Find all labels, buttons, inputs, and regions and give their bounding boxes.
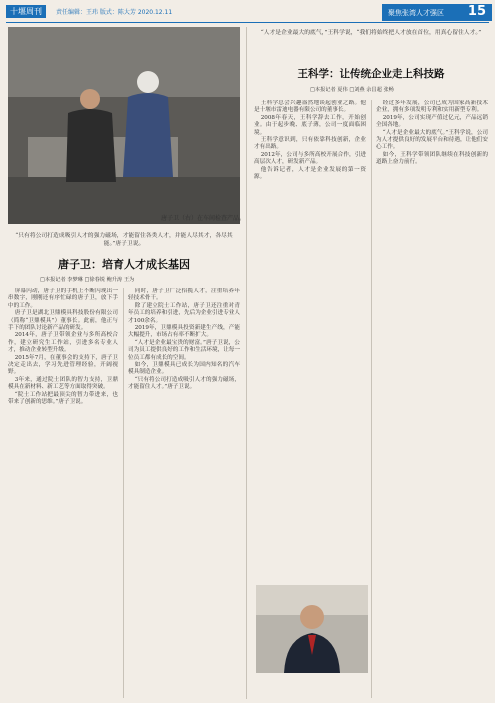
left-byline: □本报记者 李梦琳 □徐春锐 鲍升涛 王为 xyxy=(40,277,135,283)
editor-meta: 责任编辑：王玮 版式：陈大芳 2020.12.11 xyxy=(56,9,173,16)
page-header xyxy=(0,0,495,22)
right-quote: “人才是企业最大的底气，”王科学说，“我们将始终把人才放在首位，用真心留住人才。” xyxy=(260,30,482,36)
paragraph: 如今，王科学带领团队继续在科技创新的道路上奋力前行。 xyxy=(376,151,488,166)
paragraph: 2015年7月，在董事会的支持下，唐子卫决定走出去，学习先进管理经验，开阔视野。 xyxy=(8,354,118,376)
left-quote: “只有将公司打造成吸引人才的强力磁场，才能留住各类人才，并能人尽其才，各尽其能。”唐子卫说。 xyxy=(15,233,233,247)
paragraph: 王科学意识到，只有依靠科技创新，企业才有出路。 xyxy=(254,137,366,151)
column-divider xyxy=(123,288,124,698)
paragraph: 2008年春天，王科学辞去工作，开始创业。由于起步晚、底子薄，公司一度面临困境。 xyxy=(254,114,366,136)
paragraph: 他告诉记者，人才是企业发展的第一资源。 xyxy=(254,166,366,181)
section-title: 聚焦张湾人才强区 xyxy=(388,9,444,17)
paragraph: 除了建立院士工作站，唐子卫还注重对青年员工的培养和引进，先后为企业引进专业人才100余名。 xyxy=(128,302,240,324)
right-column-1 xyxy=(254,100,366,580)
factory-photo xyxy=(8,27,240,224)
paragraph: 屏幕闪动，唐子卫的手机上不断闪现出一串数字，刚刚还有序忙碌的唐子卫，放下手中的工作。 xyxy=(8,288,118,309)
paragraph: 2019年，卫鼎模具投资新建生产线，产能大幅提升，市场占有率不断扩大。 xyxy=(128,325,240,339)
paragraph: 3年来，通过院士团队的智力支持，卫鼎模具在新材料、新工艺等方面取得突破。 xyxy=(8,376,118,391)
paragraph: 唐子卫是湖北卫鼎模具科技股份有限公司（简称“卫鼎模具”）董事长。此前，他正与手下的团队讨论新产品的研发。 xyxy=(8,310,118,332)
paragraph: 王科学总会兴趣盎然地谈起创业之路。他是十堰市雷迪电器有限公司的董事长。 xyxy=(254,100,366,114)
right-byline: □本报记者 夏伟 □刘燕 余昌超 张畅 xyxy=(310,87,394,93)
paragraph: 2014年，唐子卫带领企业与多所高校合作，建立研究生工作站，引进多名专业人才，推动企业转型升级。 xyxy=(8,332,118,354)
paragraph: 经过多年发展，公司已成为国家高新技术企业，拥有多项发明专利和实用新型专利。 xyxy=(376,100,488,114)
paragraph: 2012年，公司与多所高校开展合作，引进高层次人才，研发新产品。 xyxy=(254,151,366,166)
photo-caption: 唐子卫（右）在车间检查产品。 xyxy=(160,215,245,222)
portrait-photo xyxy=(256,585,368,673)
paragraph: “只有将公司打造成吸引人才的强力磁场，才能留住人才。”唐子卫说。 xyxy=(128,376,240,391)
header-rule xyxy=(6,22,489,23)
paragraph: 2019年，公司实现产值过亿元，产品远销全国各地。 xyxy=(376,114,488,129)
paragraph: “院士工作站把最顶尖的智力带进来，也带来了创新的思维。”唐子卫说。 xyxy=(8,391,118,406)
page-number: 15 xyxy=(467,4,486,19)
right-column-2 xyxy=(376,100,488,698)
section-banner xyxy=(382,4,492,21)
article-divider xyxy=(246,27,247,699)
paragraph: 如今，卫鼎模具已成长为国内知名的汽车模具制造企业。 xyxy=(128,362,240,376)
left-title: 唐子卫：培育人才成长基因 xyxy=(58,258,190,271)
right-title: 王科学：让传统企业走上科技路 xyxy=(297,68,445,80)
paragraph: 同时，唐子卫广泛招揽人才，注重培养年轻技术骨干。 xyxy=(128,288,240,302)
paper-tag: 十堰周刊 xyxy=(6,5,46,18)
column-divider xyxy=(371,100,372,698)
left-column-2 xyxy=(128,288,240,698)
left-column-1 xyxy=(8,288,118,698)
paragraph: “人才是企业最大的底气。”王科学说，公司为人才提供良好的发展平台和待遇，让他们安心工作。 xyxy=(376,129,488,151)
paragraph: “人才是企业最宝贵的财富。”唐子卫说，公司为员工提供良好的工作和生活环境，让每一位员工都有成长的空间。 xyxy=(128,339,240,361)
